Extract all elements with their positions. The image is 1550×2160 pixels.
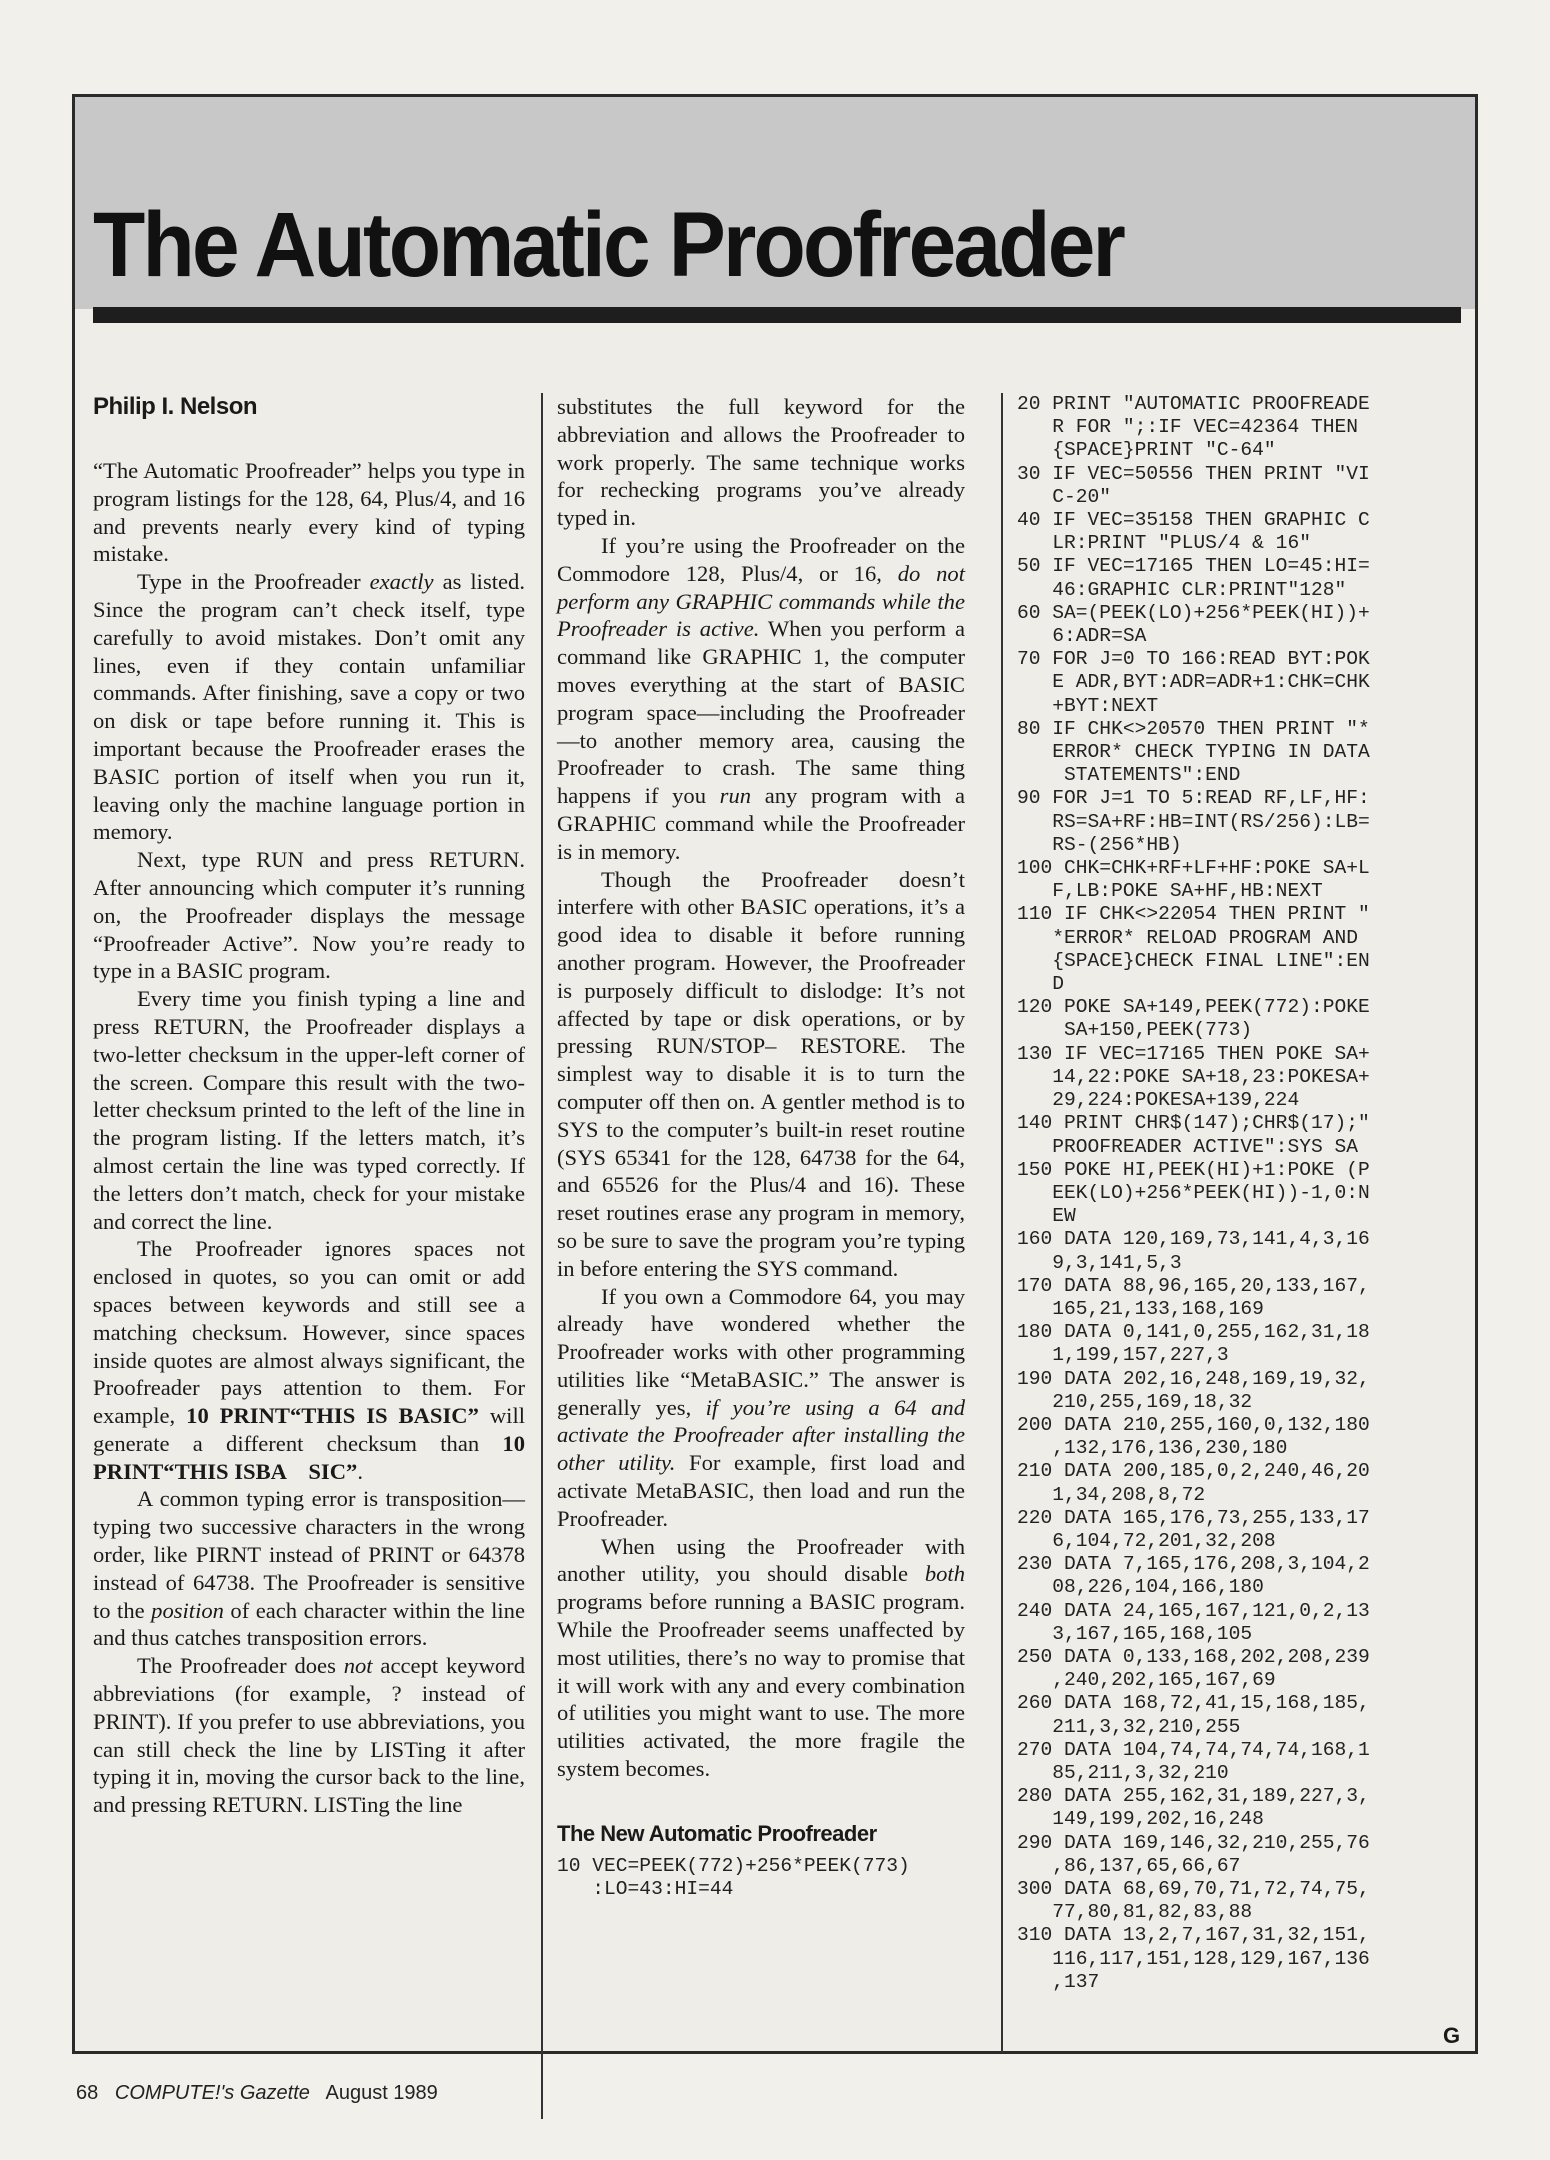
paragraph: Next, type RUN and press RETURN. After announcing which computer it’s running on, the Proofreader displays the message “Proofreader Active”. Now you’re ready to type in a BASIC program. bbox=[93, 847, 525, 984]
author-byline: Philip I. Nelson bbox=[93, 393, 258, 420]
article-frame bbox=[72, 94, 1478, 2054]
paragraph: The Proofreader does not accept keyword abbreviations (for example, ? instead of PRINT). If you prefer to use abbreviations, you can still check the line by LISTing it after typing it in, moving the cursor back to the line, and pressing RETURN. LISTing the line bbox=[93, 1653, 525, 1818]
paragraph: A common typing error is transposition—typing two successive characters in the wrong order, like PIRNT instead of PRINT or 64378 instead of 64738. The Proofreader is sensitive to the position of each character within the line and thus catches transposition errors. bbox=[93, 1486, 525, 1651]
paragraph: When using the Proofreader with another utility, you should disable both programs before running a BASIC program. While the Proofreader seems unaffected by most utilities, there’s no way to promise that it will work with any and every combination of utilities you might want to use. The more utilities activated, the more fragile the system becomes. bbox=[557, 1533, 965, 1782]
code-example: 10 PRINT“THIS IS BASIC” bbox=[186, 1403, 479, 1429]
program-listing: 20 PRINT "AUTOMATIC PROOFREADE R FOR ";:IF VEC=42364 THEN {SPACE}PRINT "C-64" 30 IF VEC=50556 THEN PRINT "VI C-20" 40 IF VEC=35158 THEN GRAPHIC C LR:PRINT "PLUS/4 & 16" 50 IF VEC=17165 THEN LO=45:HI= 46:GRAPHIC CLR:PRINT"128" 60 SA=(PEEK(LO)+256*PEEK(HI))+ 6:ADR=SA 70 FOR J=0 TO 166:READ BYT:POK E ADR,BYT:ADR=ADR+1:CHK=CHK +BYT:NEXT 80 IF CHK<>20570 THEN PRINT "* ERROR* CHECK TYPING IN DATA STATEMENTS":END 90 FOR J=1 TO 5:READ RF,LF,HF: RS=SA+RF:HB=INT(RS/256):LB= RS-(256*HB) 100 CHK=CHK+RF+LF+HF:POKE SA+L F,LB:POKE SA+HF,HB:NEXT 110 IF CHK<>22054 THEN PRINT " *ERROR* RELOAD PROGRAM AND {SPACE}CHECK FINAL LINE":EN D 120 POKE SA+149,PEEK(772):POKE SA+150,PEEK(773) 130 IF VEC=17165 THEN POKE SA+ 14,22:POKE SA+18,23:POKESA+ 29,224:POKESA+139,224 140 PRINT CHR$(147);CHR$(17);" PROOFREADER ACTIVE":SYS SA 150 POKE HI,PEEK(HI)+1:POKE (P EEK(LO)+256*PEEK(HI))-1,0:N EW 160 DATA 120,169,73,141,4,3,16 9,3,141,5,3 170 DATA 88,96,165,20,133,167, 165,21,133,168,169 180 DATA 0,141,0,255,162,31,18 1,199,157,227,3 190 DATA 202,16,248,169,19,32, 210,255,169,18,32 200 DATA 210,255,160,0,132,180 ,132,176,136,230,180 210 DATA 200,185,0,2,240,46,20 1,34,208,8,72 220 DATA 165,176,73,255,133,17 6,104,72,201,32,208 230 DATA 7,165,176,208,3,104,2 08,226,104,166,180 240 DATA 24,165,167,121,0,2,13 3,167,165,168,105 250 DATA 0,133,168,202,208,239 ,240,202,165,167,69 260 DATA 168,72,41,15,168,185, 211,3,32,210,255 270 DATA 104,74,74,74,74,168,1 85,211,3,32,210 280 DATA 255,162,31,189,227,3, 149,199,202,16,248 290 DATA 169,146,32,210,255,76 ,86,137,65,66,67 300 DATA 68,69,70,71,72,74,75, 77,80,81,82,83,88 310 DATA 13,2,7,167,31,32,151, 116,117,151,128,129,167,136 ,137 bbox=[1017, 393, 1370, 1993]
paragraph: The Proofreader ignores spaces not enclosed in quotes, so you can omit or add spaces between keywords and still see a matching checksum. However, since spaces inside quotes are almost always significant, the Proofreader pays attention to them. For example, 10 PRINT“THIS IS BASIC” will generate a different checksum than 10 PRINT“THIS ISBA SIC”. bbox=[93, 1236, 531, 1484]
paragraph: “The Automatic Proofreader” helps you type in program listings for the 128, 64, Plus/4, and 16 and prevents nearly every kind of typing mistake. bbox=[93, 458, 525, 567]
paragraph: If you’re using the Proofreader on the Commodore 128, Plus/4, or 16, do not perform any GRAPHIC commands while the Proofreader is active. When you perform a command like GRAPHIC 1, the computer moves everything at the start of BASIC program space—including the Proofreader—to another memory area, causing the Proofreader to crash. The same thing happens if you run any program with a GRAPHIC command while the Proofreader is in memory. bbox=[557, 532, 965, 864]
publication-name: COMPUTE!'s Gazette bbox=[114, 2082, 310, 2104]
paragraph: Though the Proofreader doesn’t interfere with other BASIC operations, it’s a good idea to disable it before running another program. However, the Proofreader is purposely difficult to dislodge: It’s not affected by tape or disk operations, or by pressing RUN/STOP– RESTORE. The simplest way to disable it is to turn the computer off then on. A gentler method is to SYS to the computer’s built-in reset routine (SYS 65341 for the 128, 64738 for the 64, and 65526 for the Plus/4 and 16). These reset routines erase any program in memory, so be sure to save the program you’re typing in before entering the SYS command. bbox=[557, 866, 965, 1281]
column-2 bbox=[557, 393, 965, 1901]
column-divider-1 bbox=[541, 393, 543, 2119]
column-3 bbox=[1017, 393, 1457, 1994]
article-title: The Automatic Proofreader bbox=[93, 194, 1124, 296]
code-example: 10 PRINT“THIS ISBA SIC” bbox=[93, 1430, 531, 1484]
paragraph: substitutes the full keyword for the abbreviation and allows the Proofreader to work properly. The same technique works for rechecking programs you’ve already typed in. bbox=[557, 394, 965, 531]
paragraph: Every time you finish typing a line and press RETURN, the Proofreader displays a two-letter checksum in the upper-left corner of the screen. Compare this result with the two-letter checksum printed to the left of the line in the program listing. If the letters match, it’s almost certain the line was typed correctly. If the letters don’t match, check for your mistake and correct the line. bbox=[93, 986, 525, 1234]
title-panel bbox=[75, 97, 1475, 309]
issue-date: August 1989 bbox=[325, 2082, 438, 2104]
paragraph: If you own a Commodore 64, you may already have wondered whether the Proofreader works with other programming utilities like “MetaBASIC.” The answer is generally yes, if you’re using a 64 and activate the Proofreader after installing the other utility. For example, first load and activate MetaBASIC, then load and run the Proofreader. bbox=[557, 1283, 965, 1531]
page-number: 68 bbox=[76, 2082, 99, 2104]
column-divider-2 bbox=[1001, 393, 1003, 2053]
column-1 bbox=[93, 393, 531, 1819]
paragraph: Type in the Proofreader exactly as listed. Since the program can’t check itself, type carefully to avoid mistakes. Don’t omit any lines, even if they contain unfamiliar commands. After finishing, save a copy or two on disk or tape before running it. This is important because the Proofreader erases the BASIC portion of itself when you run it, leaving only the machine language portion in memory. bbox=[93, 569, 525, 845]
program-listing: 10 VEC=PEEK(772)+256*PEEK(773) :LO=43:HI=44 bbox=[557, 1854, 910, 1901]
listing-subhead: The New Automatic Proofreader bbox=[557, 1820, 877, 1846]
title-rule bbox=[93, 307, 1461, 323]
page-footer bbox=[76, 2082, 438, 2105]
end-mark: G bbox=[1443, 2023, 1461, 2048]
